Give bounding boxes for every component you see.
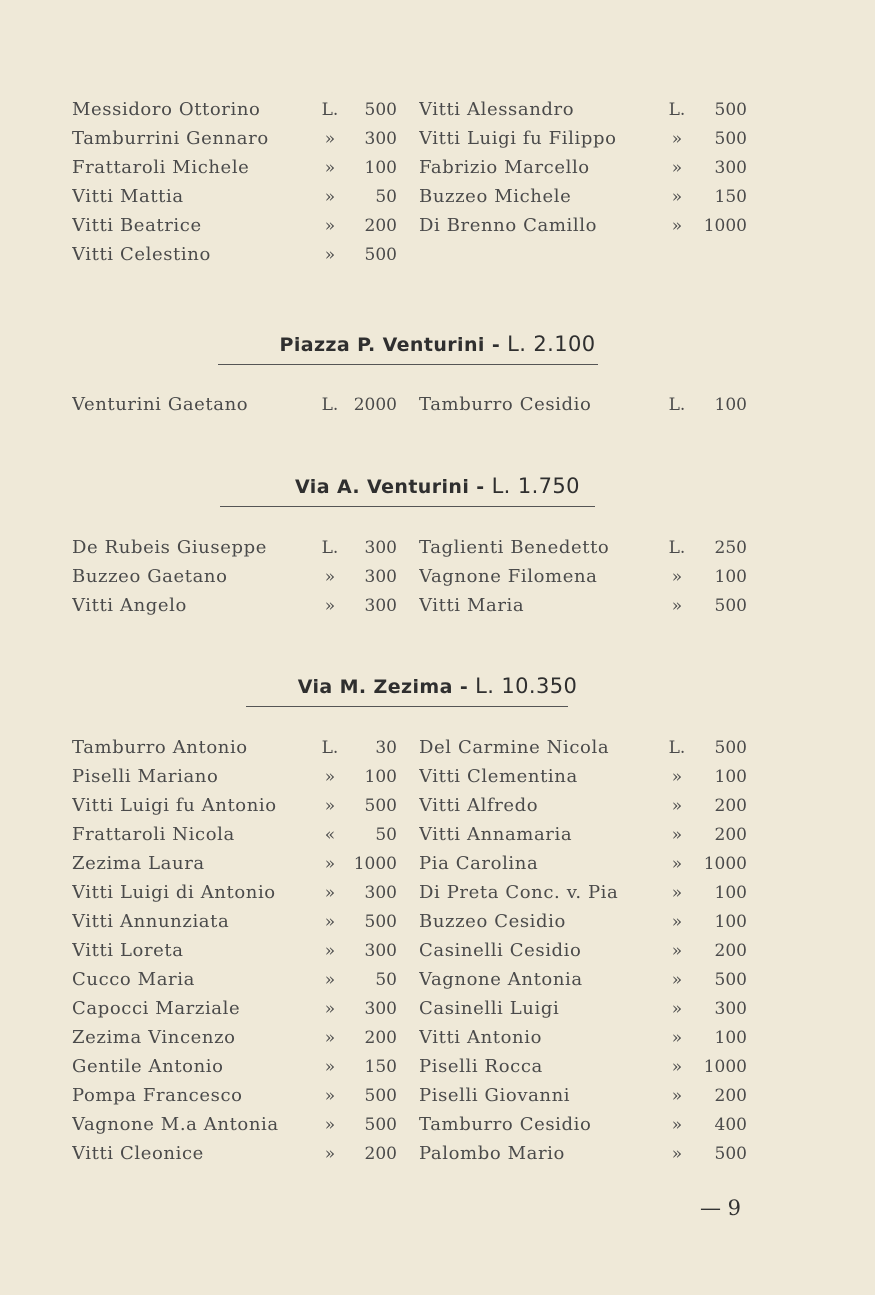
donor-name: Gentile Antonio [72,1056,224,1077]
donor-name: Pompa Francesco [72,1085,243,1106]
donor-name: Vitti Annamaria [419,824,573,845]
donation-amount: 300 [364,128,397,149]
donation-amount: 2000 [353,394,397,415]
donor-name: Capocci Marziale [72,998,241,1019]
currency-mark: » [671,157,683,178]
donation-amount: 400 [714,1114,747,1135]
section-heading-via-m-zezima [0,674,875,698]
donation-amount: 100 [364,766,397,787]
donation-amount: 100 [714,566,747,587]
right-column-entry [419,1143,747,1164]
donor-name: Vitti Angelo [72,595,187,616]
left-column-entry [72,911,397,932]
donor-name: Casinelli Luigi [419,998,560,1019]
left-column-entry [72,99,397,120]
donation-amount: 300 [364,882,397,903]
donation-amount: 50 [375,186,397,207]
donor-name: Vitti Cleonice [72,1143,204,1164]
currency-mark: » [671,566,683,587]
currency-mark: L. [321,99,339,120]
donation-amount: 500 [364,911,397,932]
currency-mark: » [324,215,336,236]
section-underline [220,506,595,507]
donation-amount: 500 [714,595,747,616]
donor-name: Buzzeo Gaetano [72,566,228,587]
right-column-entry [419,215,747,236]
donation-amount: 100 [714,882,747,903]
left-column-entry [72,566,397,587]
table-row [72,182,747,211]
section-heading-via-a-venturini [0,474,875,498]
right-column-entry [419,157,747,178]
donation-amount: 500 [714,1143,747,1164]
currency-mark: » [671,595,683,616]
right-column-entry [419,882,747,903]
table-row [72,1139,747,1168]
donor-name: Vitti Mattia [72,186,184,207]
currency-mark: » [671,824,683,845]
section-total: L. 2.100 [507,332,596,356]
right-column-entry [419,1056,747,1077]
table-row [72,1110,747,1139]
left-column-entry [72,737,397,758]
donor-name: Vitti Beatrice [72,215,202,236]
currency-mark: » [671,1056,683,1077]
table-row [72,1023,747,1052]
currency-mark: » [324,853,336,874]
table-row [72,591,747,620]
currency-mark: » [671,766,683,787]
right-column-entry [419,824,747,845]
donor-name: Buzzeo Cesidio [419,911,566,932]
table-row [72,153,747,182]
currency-mark: » [324,766,336,787]
donor-name: Venturini Gaetano [72,394,249,415]
section-total: L. 10.350 [475,674,578,698]
donation-amount: 100 [364,157,397,178]
donation-amount: 500 [364,1085,397,1106]
donor-name: Di Preta Conc. v. Pia [419,882,619,903]
currency-mark: » [671,940,683,961]
donation-amount: 150 [714,186,747,207]
table-row [72,240,747,269]
donation-amount: 100 [714,1027,747,1048]
donation-amount: 300 [364,998,397,1019]
right-column-entry [419,186,747,207]
right-column-entry [419,99,747,120]
left-column-entry [72,998,397,1019]
section-separator: - [476,476,485,498]
currency-mark: » [324,128,336,149]
currency-mark: « [324,824,336,845]
section-underline [218,364,598,365]
table-row [72,791,747,820]
section-title: Piazza P. Venturini [279,334,485,356]
currency-mark: » [324,969,336,990]
left-column-entry [72,157,397,178]
table-row [72,1052,747,1081]
donor-name: Del Carmine Nicola [419,737,610,758]
left-column-entry [72,186,397,207]
left-column-entry [72,824,397,845]
donor-name: Zezima Vincenzo [72,1027,236,1048]
right-column-entry [419,566,747,587]
donation-amount: 200 [714,940,747,961]
currency-mark: » [671,969,683,990]
donation-amount: 200 [714,795,747,816]
currency-mark: » [324,882,336,903]
donor-name: Pia Carolina [419,853,539,874]
right-column-entry [419,795,747,816]
right-column-entry [419,1085,747,1106]
currency-mark: » [324,1056,336,1077]
currency-mark: » [324,998,336,1019]
currency-mark: » [324,566,336,587]
donor-name: Vitti Luigi di Antonio [72,882,276,903]
donation-amount: 1000 [703,853,747,874]
table-row [72,390,747,419]
page-number: — 9 [700,1196,742,1220]
right-column-entry [419,1027,747,1048]
currency-mark: » [671,215,683,236]
left-column-entry [72,1085,397,1106]
currency-mark: » [324,911,336,932]
donor-name: Tamburrini Gennaro [72,128,269,149]
donor-name: De Rubeis Giuseppe [72,537,267,558]
donor-name: Frattaroli Nicola [72,824,235,845]
donor-name: Vagnone M.a Antonia [72,1114,279,1135]
list-block-top [72,95,747,269]
donor-name: Messidoro Ottorino [72,99,261,120]
currency-mark: L. [668,99,686,120]
right-column-entry [419,969,747,990]
donor-name: Casinelli Cesidio [419,940,582,961]
left-column-entry [72,882,397,903]
donation-amount: 1000 [353,853,397,874]
table-row [72,878,747,907]
left-column-entry [72,215,397,236]
currency-mark: » [324,1114,336,1135]
donation-amount: 50 [375,824,397,845]
currency-mark: » [671,1085,683,1106]
left-column-entry [72,1114,397,1135]
currency-mark: » [324,795,336,816]
donation-amount: 50 [375,969,397,990]
currency-mark: » [324,186,336,207]
currency-mark: » [671,882,683,903]
currency-mark: » [324,244,336,265]
table-row [72,533,747,562]
donor-name: Vitti Luigi fu Filippo [419,128,617,149]
table-row [72,994,747,1023]
currency-mark: L. [321,537,339,558]
donation-amount: 200 [364,215,397,236]
donor-name: Vitti Luigi fu Antonio [72,795,277,816]
donation-amount: 200 [714,1085,747,1106]
donation-amount: 500 [364,795,397,816]
donor-name: Frattaroli Michele [72,157,250,178]
left-column-entry [72,537,397,558]
donation-amount: 500 [364,99,397,120]
donor-name: Taglienti Benedetto [419,537,610,558]
donation-amount: 200 [714,824,747,845]
currency-mark: » [324,157,336,178]
donor-name: Vitti Loreta [72,940,184,961]
table-row [72,965,747,994]
left-column-entry [72,795,397,816]
donation-amount: 300 [364,537,397,558]
currency-mark: » [671,795,683,816]
table-row [72,936,747,965]
right-column-entry [419,394,747,415]
donation-amount: 500 [364,244,397,265]
right-column-entry [419,853,747,874]
right-column-entry [419,1114,747,1135]
donor-name: Vitti Clementina [419,766,578,787]
donation-amount: 500 [714,737,747,758]
donor-name: Buzzeo Michele [419,186,572,207]
left-column-entry [72,969,397,990]
currency-mark: L. [321,394,339,415]
right-column-entry [419,998,747,1019]
currency-mark: » [671,1114,683,1135]
donation-amount: 150 [364,1056,397,1077]
donor-name: Vitti Alfredo [419,795,539,816]
donation-amount: 300 [714,998,747,1019]
donation-amount: 100 [714,766,747,787]
table-row [72,762,747,791]
currency-mark: » [324,1085,336,1106]
donation-amount: 250 [714,537,747,558]
right-column-entry [419,595,747,616]
currency-mark: » [324,940,336,961]
donor-name: Vitti Maria [419,595,525,616]
currency-mark: L. [321,737,339,758]
left-column-entry [72,1027,397,1048]
table-row [72,124,747,153]
donor-name: Piselli Rocca [419,1056,543,1077]
donation-amount: 500 [364,1114,397,1135]
left-column-entry [72,1143,397,1164]
donation-amount: 200 [364,1027,397,1048]
list-block-piazza-venturini [72,390,747,419]
right-column-entry [419,737,747,758]
donor-name: Vitti Celestino [72,244,211,265]
currency-mark: » [671,1027,683,1048]
currency-mark: » [324,595,336,616]
table-row [72,211,747,240]
donor-name: Tamburro Cesidio [419,1114,592,1135]
donation-amount: 100 [714,911,747,932]
currency-mark: » [324,1027,336,1048]
donation-amount: 200 [364,1143,397,1164]
donor-name: Di Brenno Camillo [419,215,598,236]
table-row [72,733,747,762]
donor-name: Vitti Annunziata [72,911,230,932]
section-total: L. 1.750 [491,474,580,498]
donation-amount: 500 [714,99,747,120]
donor-name: Piselli Giovanni [419,1085,571,1106]
currency-mark: » [324,1143,336,1164]
donor-name: Fabrizio Marcello [419,157,590,178]
donation-amount: 500 [714,128,747,149]
right-column-entry [419,537,747,558]
donation-amount: 300 [714,157,747,178]
right-column-entry [419,940,747,961]
donor-name: Vagnone Filomena [419,566,598,587]
left-column-entry [72,853,397,874]
section-title: Via A. Venturini [295,476,470,498]
table-row [72,820,747,849]
section-title: Via M. Zezima [297,676,453,698]
left-column-entry [72,128,397,149]
donor-name: Zezima Laura [72,853,205,874]
currency-mark: » [671,853,683,874]
left-column-entry [72,766,397,787]
left-column-entry [72,1056,397,1077]
left-column-entry [72,940,397,961]
donation-amount: 300 [364,566,397,587]
donor-name: Palombo Mario [419,1143,565,1164]
currency-mark: L. [668,737,686,758]
donor-name: Cucco Maria [72,969,195,990]
currency-mark: L. [668,537,686,558]
currency-mark: » [671,998,683,1019]
right-column-entry [419,911,747,932]
donor-name: Vitti Antonio [419,1027,543,1048]
section-heading-piazza-venturini [0,332,875,356]
section-underline [246,706,568,707]
donation-amount: 300 [364,940,397,961]
currency-mark: L. [668,394,686,415]
left-column-entry [72,394,397,415]
donation-amount: 1000 [703,1056,747,1077]
right-column-entry [419,766,747,787]
currency-mark: » [671,128,683,149]
donor-name: Vitti Alessandro [419,99,575,120]
table-row [72,1081,747,1110]
section-separator: - [459,676,469,698]
currency-mark: » [671,911,683,932]
donor-name: Tamburro Cesidio [419,394,592,415]
donation-amount: 500 [714,969,747,990]
section-separator: - [491,334,501,356]
donation-amount: 30 [375,737,397,758]
list-block-via-m-zezima [72,733,747,1168]
table-row [72,562,747,591]
table-row [72,849,747,878]
donation-amount: 1000 [703,215,747,236]
donation-amount: 300 [364,595,397,616]
donor-name: Vagnone Antonia [419,969,583,990]
currency-mark: » [671,186,683,207]
right-column-entry [419,128,747,149]
left-column-entry [72,595,397,616]
list-block-via-a-venturini [72,533,747,620]
donor-name: Tamburro Antonio [72,737,248,758]
table-row [72,907,747,936]
table-row [72,95,747,124]
donation-amount: 100 [714,394,747,415]
left-column-entry [72,244,397,265]
currency-mark: » [671,1143,683,1164]
donor-name: Piselli Mariano [72,766,219,787]
